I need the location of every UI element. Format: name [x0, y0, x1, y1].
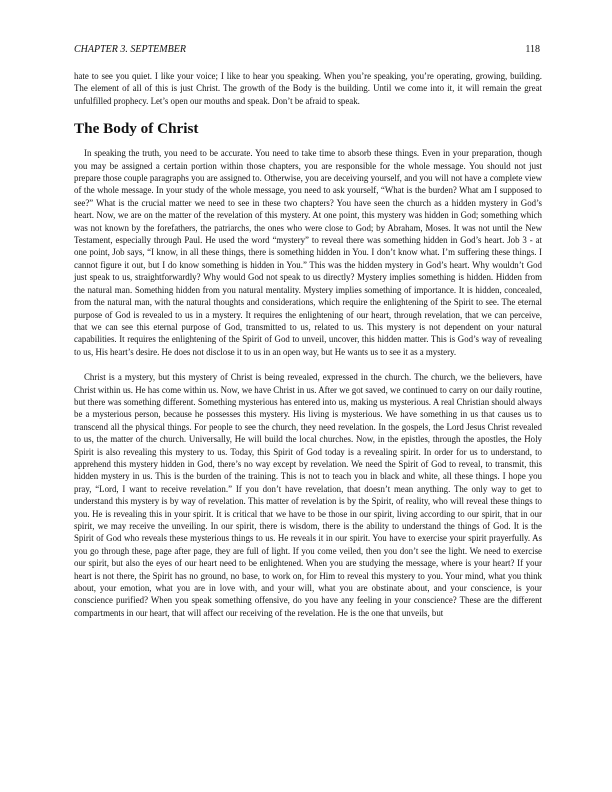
page-number: 118: [525, 44, 540, 55]
intro-paragraph: hate to see you quiet. I like your voice; I like to hear you speaking. When you’re speaking, you’re operating, growing, building. The element of all of this is just Christ. The growth of the Body is the building. Until we come into it, it will remain the great unfulfilled prophecy. Let’s open our mouths and speak. Don’t be afraid to speak.: [74, 71, 542, 106]
running-head: CHAPTER 3. SEPTEMBER: [74, 44, 186, 55]
section-title: The Body of Christ: [74, 120, 199, 138]
page-header: [74, 44, 540, 56]
page-body: [74, 70, 542, 619]
body-paragraph: In speaking the truth, you need to be accurate. You need to take time to absorb these things. Even in your preparation, though you may be assigned a certain portion within those chapters, you are responsible for the whole message. You should not just prepare those couple paragraphs you are assigned to. Otherwise, you are deceiving yourself, and you will not have a complete view of the whole message. In your study of the whole message, you need to ask yourself, “What is the burden? What am I supposed to see?” What is the crucial matter we need to see in these two chapters? You have seen the church as a hidden mystery in God’s heart. Now, we are on the matter of the revelation of this mystery. At one point, this mystery was hidden in God; something which was not known by the forefathers, the patriarchs, the ones who were close to God; by Abraham, Moses. It was not until the New Testament, especially through Paul. He used the word “mystery” to reveal there was something hidden in God’s heart. Job 3 - at one point, Job says, “I know, in all these things, there is something hidden in You. I don’t know what. I’m suffering these things. I cannot figure it out, but I do know something is hidden in You.” This was the hidden mystery in God’s heart. Why wouldn’t God just speak to us, straightforwardly? Why would God not speak to us directly? Mystery implies something is hidden. Hidden from the natural man. Something hidden from you natural mentality. Mystery implies something of importance. It is hidden, concealed, from the natural man, with the natural thoughts and considerations, which require the enlightening of the Spirit to see. The eternal purpose of God is revealed to us in a mystery. It requires the enlightening of our heart, through revelation, that we can perceive, that we can see this eternal purpose of God, transmitted to us, related to us. This mystery is not dependent on your natural capabilities. It requires the enlightening of the Spirit of God to unveil, uncover, this hidden matter. This is God’s way of revealing to us, His heart’s desire. He does not disclose it to us in an open way, but He wants us to see it as a mystery.: [74, 148, 542, 357]
body-paragraph: Christ is a mystery, but this mystery of Christ is being revealed, expressed in the church. The church, we the believers, have Christ within us. He has come within us. Now, we have Christ in us. After we got saved, we continued to carry on our daily routine, but there was something different. Something mysterious has entered into us, making us mysterious. A real Christian should always be a mysterious person, because he possesses this mystery. His living is mysterious. We have something in us that causes us to transcend all the physical things. For people to see the church, they need revelation. In the gospels, the Lord Jesus Christ revealed to us, the matter of the church. Universally, He will build the local churches. Now, in the epistles, through the apostles, the Holy Spirit is also revealing this mystery to us. Today, this Spirit of God today is a revealing spirit. In order for us to understand, to apprehend this mystery hidden in God, there’s no way except by revelation. We need the Spirit of God to reveal, to transmit, this hidden mystery in us. This is the burden of the training. This is not to teach you in black and white, all these things. I hope you pray, “Lord, I want to receive revelation.” If you don’t have revelation, that doesn’t mean anything. The only way to get to understand this mystery is by way of revelation. This matter of revelation is by the Spirit, of reality, who will reveal these things to you. He is revealing this in your spirit. It is critical that we have to be those in our spirit, living according to our spirit, that in our spirit, we may receive the unveiling. In our spirit, there is wisdom, there is the ability to understand the things of God. It is the Spirit of God who reveals these mysterious things to us. He reveals it in our spirit. You have to exercise your spirit prayerfully. As you go through these, page after page, they are full of light. If you come veiled, then you don’t see the light. We need to exercise our spirit, but also the eyes of our heart need to be enlightened. When you are studying the message, where is your heart? If your heart is not there, the Spirit has no ground, no base, to work on, for Him to reveal this mystery to you. Your mind, what you think about, your emotion, what you are in love with, and your will, what you are obstinate about, and your conscience, is your conscience purified? When you speak something offensive, do you have any feeling in your conscience? These are the different compartments in our heart, that will affect our receiving of the revelation. He is the one that unveils, but: [74, 372, 542, 618]
